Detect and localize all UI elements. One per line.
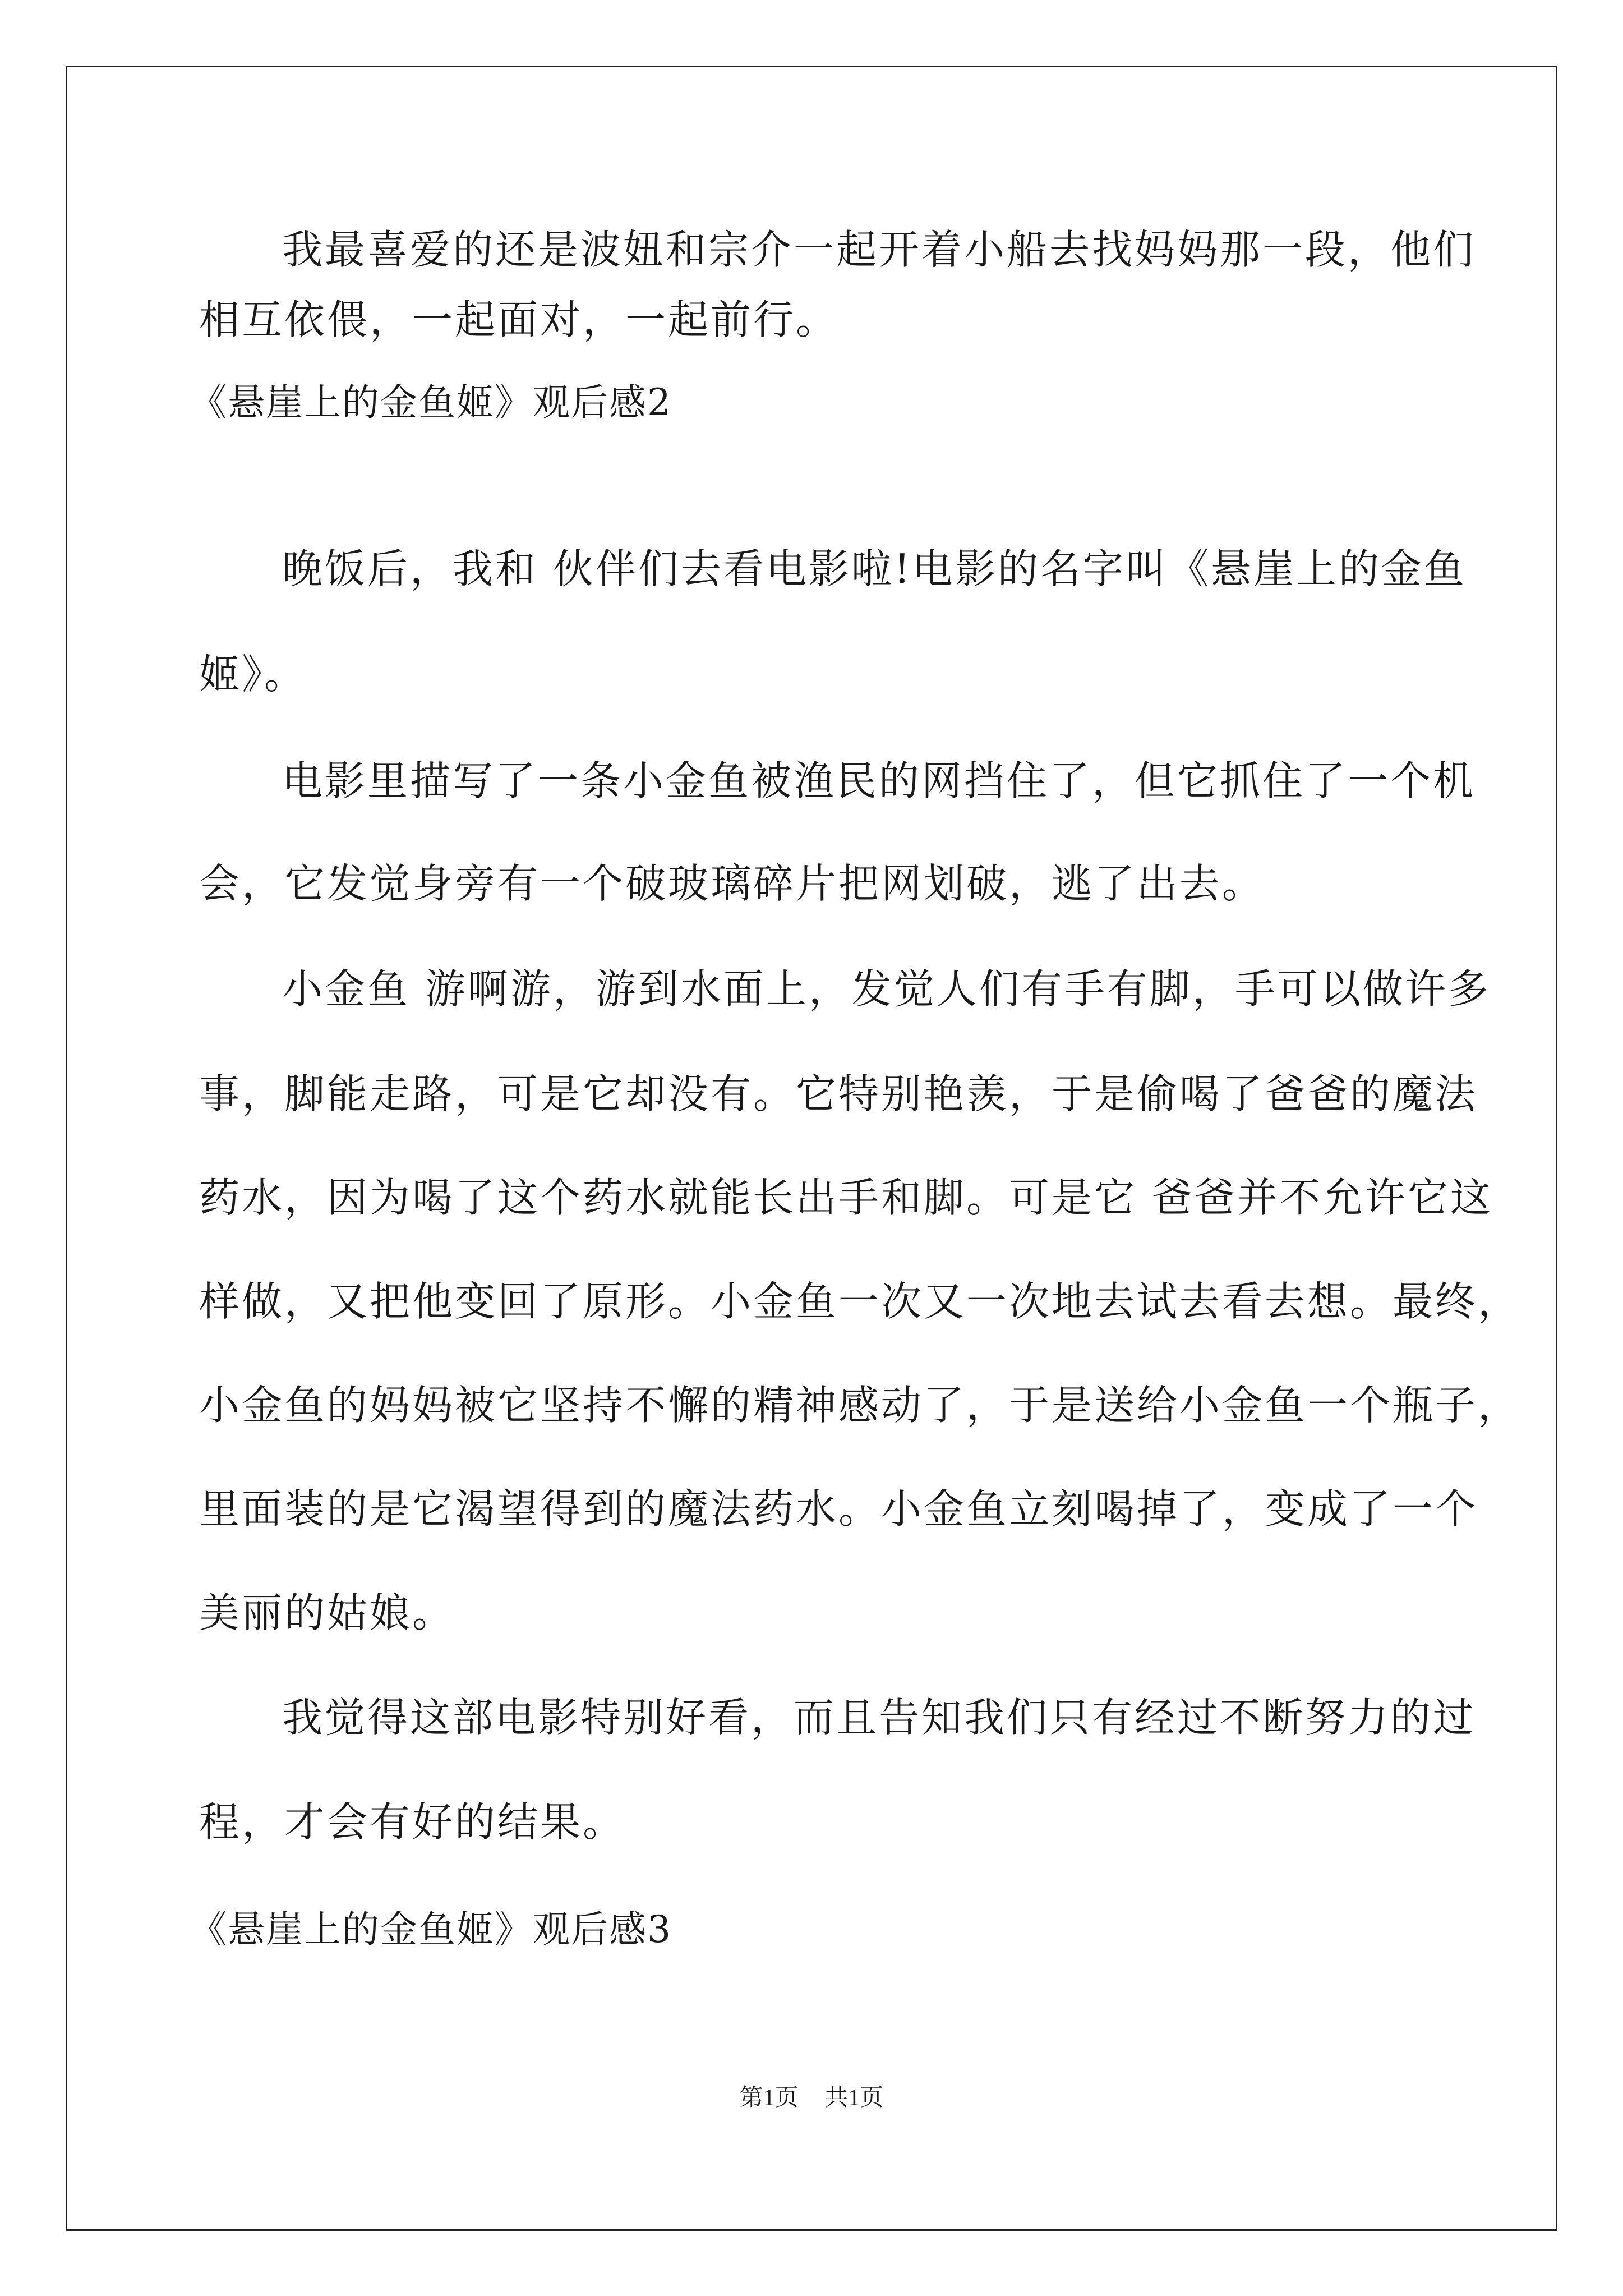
paragraph-2-line-2: 姬》。 — [199, 651, 307, 698]
paragraph-2-line-1: 晚饭后，我和 伙伴们去看电影啦!电影的名字叫《悬崖上的金鱼 — [282, 545, 1467, 592]
paragraph-1-line-2: 相互依偎，一起面对，一起前行。 — [199, 296, 839, 343]
paragraph-4-line-5: 小金鱼的妈妈被它坚持不懈的精神感动了，于是送给小金鱼一个瓶子， — [199, 1382, 1521, 1429]
paragraph-4-line-2: 事，脚能走路，可是它却没有。它特别艳羡，于是偷喝了爸爸的魔法 — [199, 1070, 1478, 1117]
section-heading-2: 《悬崖上的金鱼姬》观后感2 — [190, 381, 672, 424]
paragraph-5-line-2: 程，才会有好的结果。 — [199, 1798, 626, 1846]
paragraph-4-line-3: 药水，因为喝了这个药水就能长出手和脚。可是它 爸爸并不允许它这 — [199, 1174, 1493, 1221]
page-total: 共1页 — [824, 2085, 884, 2111]
paragraph-5-line-1: 我觉得这部电影特别好看，而且告知我们只有经过不断努力的过 — [282, 1694, 1476, 1741]
paragraph-3-line-2: 会，它发觉身旁有一个破玻璃碎片把网划破，逃了出去。 — [199, 860, 1265, 907]
section-heading-3: 《悬崖上的金鱼姬》观后感3 — [190, 1908, 672, 1951]
paragraph-4-line-7: 美丽的姑娘。 — [199, 1589, 455, 1636]
paragraph-4-line-6: 里面装的是它渴望得到的魔法药水。小金鱼立刻喝掉了，变成了一个 — [199, 1485, 1478, 1533]
page-number: 第1页 — [739, 2085, 799, 2111]
paragraph-3-line-1: 电影里描写了一条小金鱼被渔民的网挡住了，但它抓住了一个机 — [282, 757, 1476, 804]
paragraph-4-line-1: 小金鱼 游啊游，游到水面上，发觉人们有手有脚，手可以做许多 — [282, 965, 1491, 1013]
paragraph-4-line-4: 样做，又把他变回了原形。小金鱼一次又一次地去试去看去想。最终， — [199, 1278, 1521, 1325]
page-footer — [0, 2081, 1623, 2115]
paragraph-1-line-1: 我最喜爱的还是波妞和宗介一起开着小船去找妈妈那一段，他们 — [282, 226, 1476, 273]
